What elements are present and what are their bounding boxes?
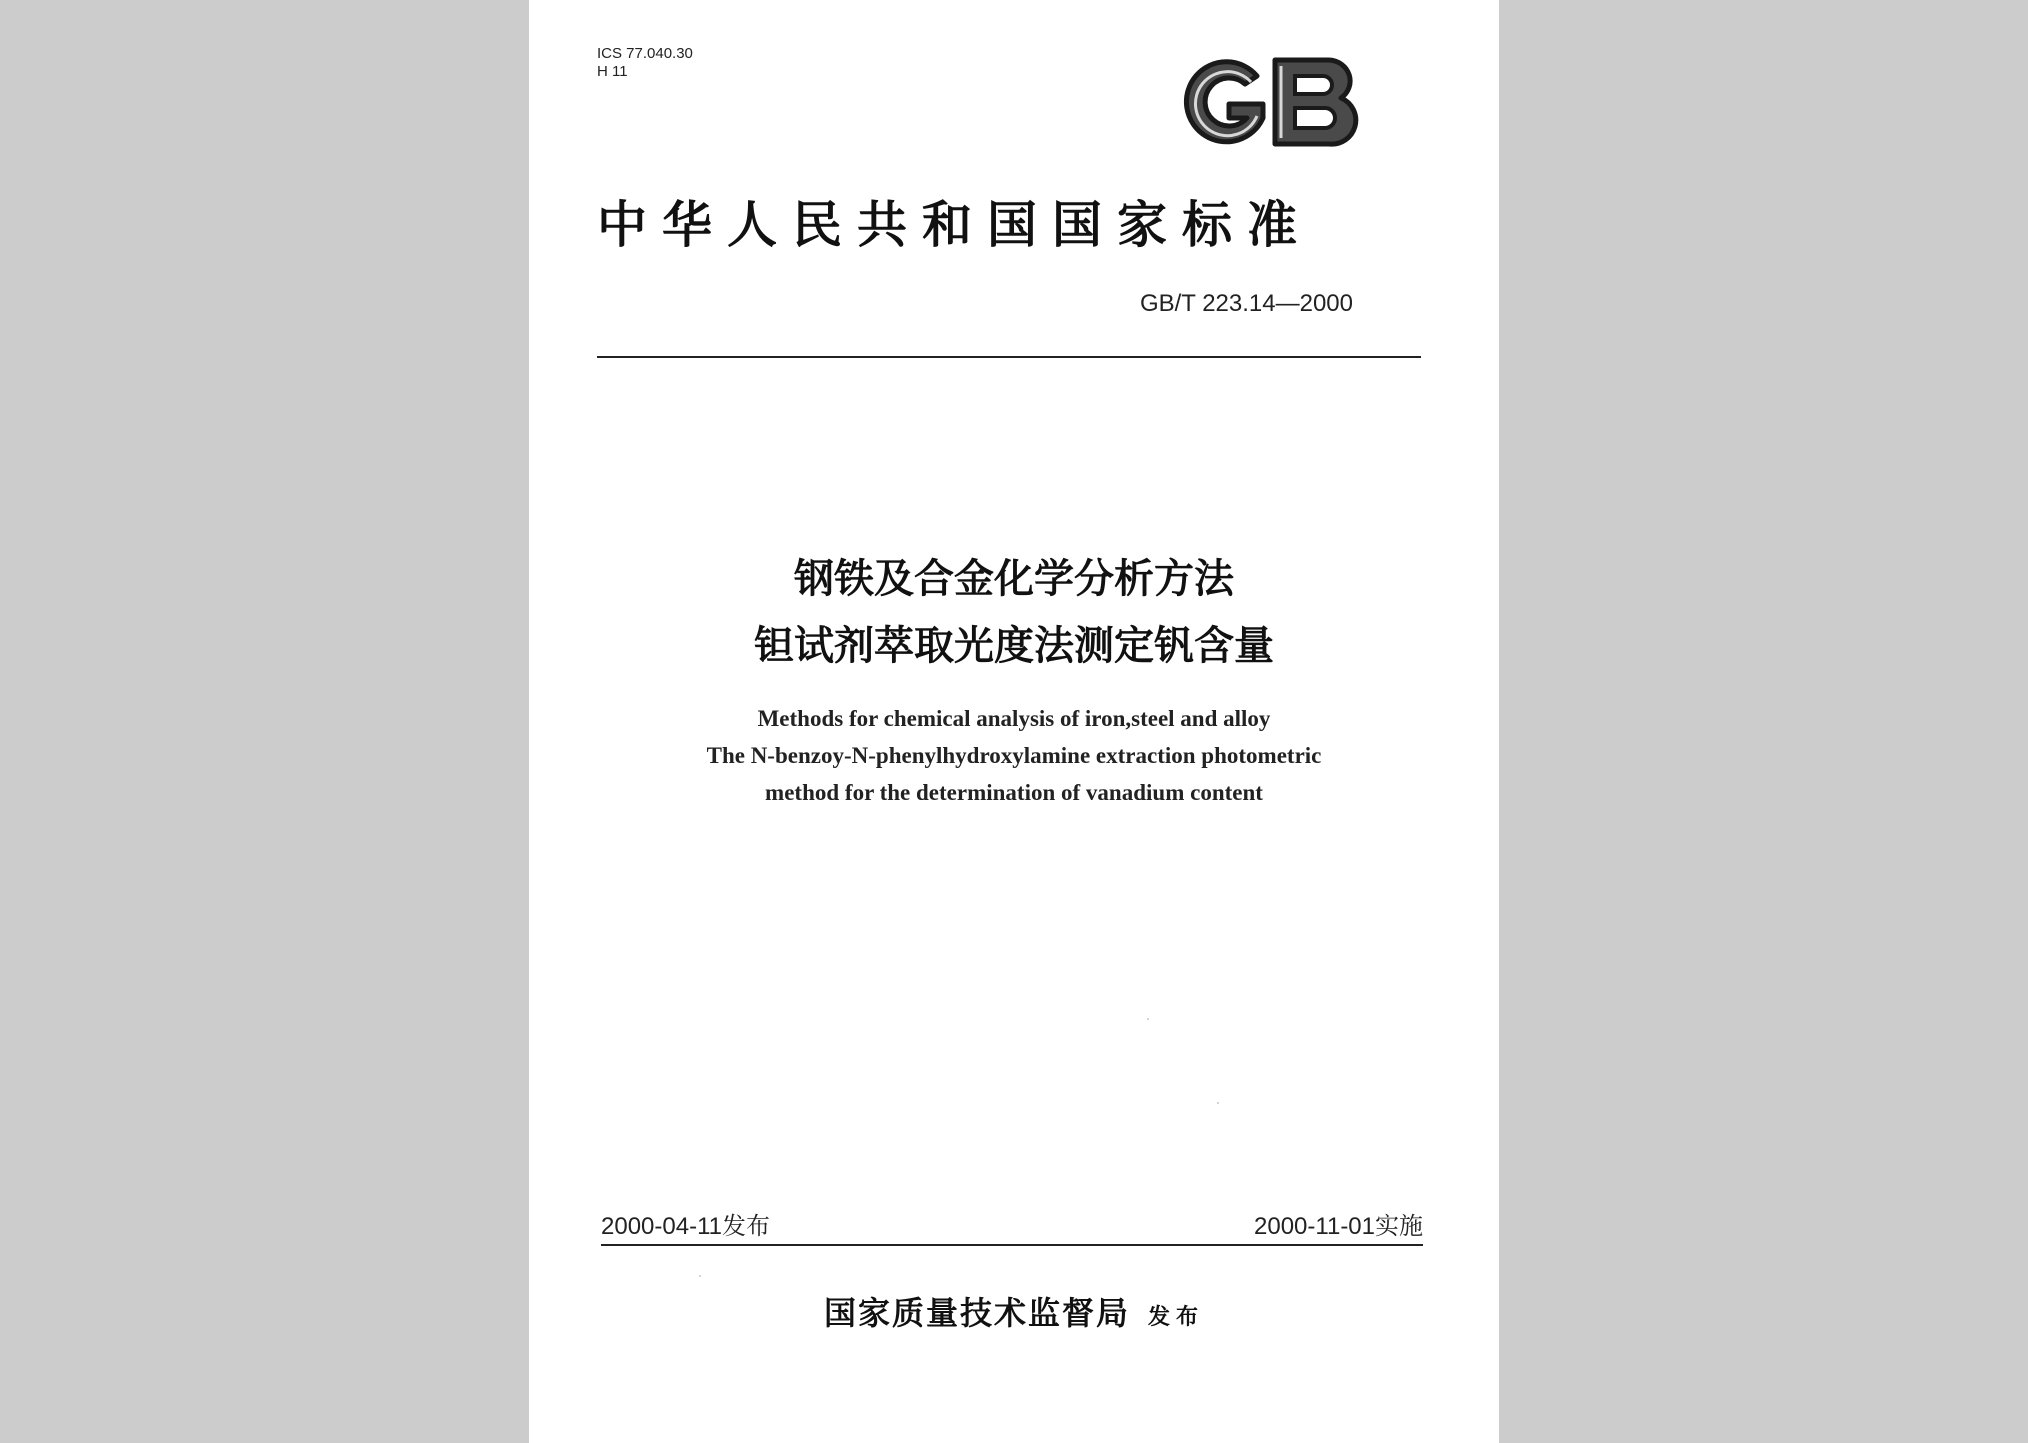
document-page [529, 0, 1499, 1443]
gb-logo-icon [1179, 52, 1364, 152]
issue-date: 2000-04-11发布 [601, 1213, 770, 1240]
standard-number: GB/T 223.14—2000 [1139, 290, 1353, 317]
english-title [529, 700, 1499, 811]
chinese-title-line-1: 钢铁及合金化学分析方法 [794, 556, 1234, 602]
gb-logo-text: GB [1179, 52, 1181, 53]
ccs-code: H 11 [597, 63, 628, 80]
scan-speck [699, 1275, 701, 1277]
date-row [601, 1212, 1423, 1246]
english-title-line-1: Methods for chemical analysis of iron,steel and alloy [757, 706, 1271, 731]
issuer-name: 国家质量技术监督局 [823, 1294, 1130, 1332]
effective-date: 2000-11-01实施 [1254, 1213, 1423, 1240]
scan-speck [1147, 1018, 1149, 1020]
issuer [529, 1288, 1499, 1334]
national-standard-title: 中华人民共和国国家标准 [597, 195, 1312, 254]
scan-speck [1217, 1102, 1219, 1104]
chinese-title-line-2: 钽试剂萃取光度法测定钒含量 [754, 623, 1274, 669]
issuer-suffix: 发布 [1148, 1305, 1205, 1330]
english-title-line-2: The N-benzoy-N-phenylhydroxylamine extraction photometric [706, 743, 1322, 768]
header-divider [597, 356, 1421, 358]
classification-codes [597, 45, 693, 81]
english-title-line-3: method for the determination of vanadium content [765, 780, 1263, 805]
gb-logo-letter-b [1275, 60, 1356, 144]
gb-logo-letter-g [1186, 62, 1263, 142]
ics-code: ICS 77.040.30 [597, 45, 693, 62]
